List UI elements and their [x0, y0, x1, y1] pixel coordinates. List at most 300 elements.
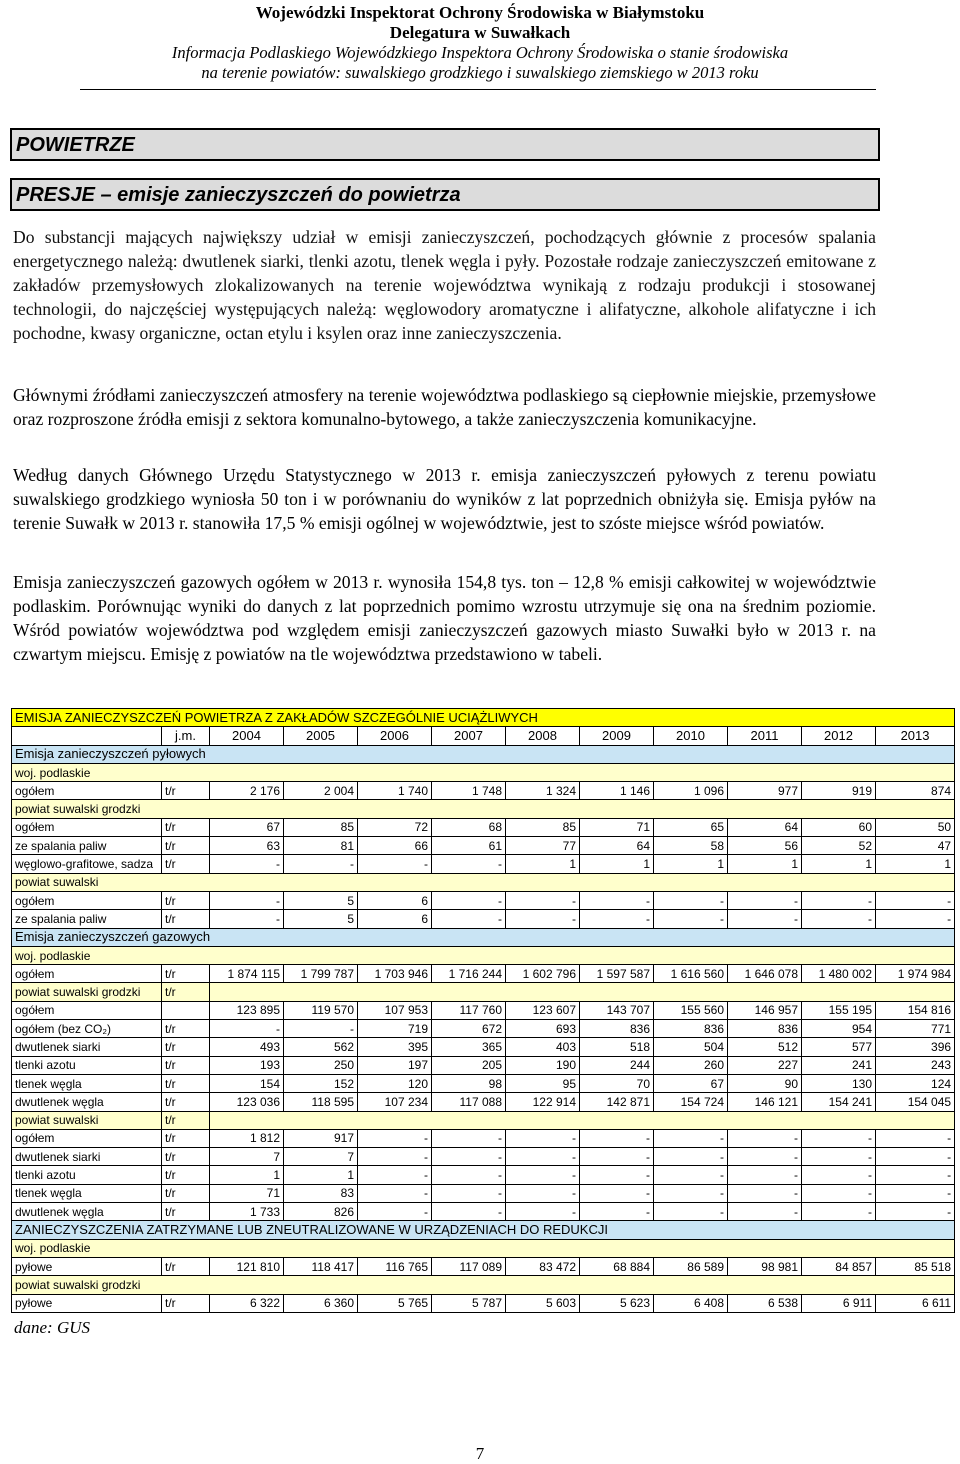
table-cell: 6 [358, 910, 432, 928]
row-label: dwutlenek siarki [12, 1148, 162, 1166]
table-cell: - [506, 1129, 580, 1147]
header-year: 2006 [358, 727, 432, 745]
table-cell: 227 [728, 1056, 802, 1074]
table-cell: 70 [580, 1074, 654, 1092]
header-year: 2007 [432, 727, 506, 745]
table-cell: 244 [580, 1056, 654, 1074]
table-region-row [12, 763, 955, 781]
table-cell: 154 724 [654, 1093, 728, 1111]
table-cell: - [728, 1129, 802, 1147]
row-label: powiat suwalski [12, 873, 955, 891]
table-section-row [12, 928, 955, 946]
table-cell: 1 974 984 [876, 965, 955, 983]
table-cell: - [654, 1166, 728, 1184]
row-label: ogółem [12, 965, 162, 983]
table-cell: 1 703 946 [358, 965, 432, 983]
table-cell: - [876, 910, 955, 928]
header-line-1: Wojewódzki Inspektorat Ochrony Środowiska w Białymstoku [255, 3, 705, 22]
table-cell: 1 799 787 [284, 965, 358, 983]
table-cell: 1 [728, 855, 802, 873]
table-cell: - [210, 910, 284, 928]
row-label: tlenek węgla [12, 1184, 162, 1202]
row-label: ZANIECZYSZCZENIA ZATRZYMANE LUB ZNEUTRALIZOWANE W URZĄDZENIACH DO REDUKCJI [12, 1221, 955, 1239]
table-cell: 95 [506, 1074, 580, 1092]
row-label: dwutlenek węgla [12, 1203, 162, 1221]
table-cell: 61 [432, 837, 506, 855]
table-cell: 1 646 078 [728, 965, 802, 983]
table-cell: 241 [802, 1056, 876, 1074]
row-label: dwutlenek węgla [12, 1093, 162, 1111]
table-cell: 119 570 [284, 1001, 358, 1019]
table-cell: 50 [876, 818, 955, 836]
table-cell: 83 472 [506, 1257, 580, 1275]
table-cell: 67 [654, 1074, 728, 1092]
table-cell: 6 [358, 891, 432, 909]
table-cell: 154 816 [876, 1001, 955, 1019]
row-unit: t/r [162, 782, 210, 800]
table-cell: 5 787 [432, 1294, 506, 1312]
table-cell: 71 [210, 1184, 284, 1202]
table-cell: - [358, 1184, 432, 1202]
table-cell: - [802, 1166, 876, 1184]
table-cell: 6 611 [876, 1294, 955, 1312]
source-note: dane: GUS [14, 1318, 91, 1337]
table-cell: 142 871 [580, 1093, 654, 1111]
table-section-row [12, 745, 955, 763]
header-divider [80, 89, 876, 90]
table-region-row [12, 800, 955, 818]
table-cell: 562 [284, 1038, 358, 1056]
table-row [12, 910, 955, 928]
table-cell: - [802, 910, 876, 928]
table-region-row [12, 946, 955, 964]
row-unit: t/r [162, 1203, 210, 1221]
row-label: dwutlenek siarki [12, 1038, 162, 1056]
row-label: pyłowe [12, 1294, 162, 1312]
table-cell: 6 538 [728, 1294, 802, 1312]
table-cell: - [580, 1129, 654, 1147]
table-cell: 68 [432, 818, 506, 836]
header-year: 2012 [802, 727, 876, 745]
table-cell: 67 [210, 818, 284, 836]
table-cell: 124 [876, 1074, 955, 1092]
table-cell: - [802, 1203, 876, 1221]
table-cell: 155 560 [654, 1001, 728, 1019]
table-row [12, 1294, 955, 1312]
table-cell: 919 [802, 782, 876, 800]
table-cell: 60 [802, 818, 876, 836]
table-cell: - [432, 1203, 506, 1221]
table-cell: 118 417 [284, 1257, 358, 1275]
table-cell: - [432, 891, 506, 909]
table-cell: 86 589 [654, 1257, 728, 1275]
table-cell: 118 595 [284, 1093, 358, 1111]
row-label: tlenki azotu [12, 1056, 162, 1074]
table-cell: 512 [728, 1038, 802, 1056]
page-number: 7 [475, 1444, 485, 1463]
table-cell: 123 607 [506, 1001, 580, 1019]
row-unit: t/r [162, 1038, 210, 1056]
table-row [12, 1038, 955, 1056]
table-region-row [12, 983, 955, 1001]
table-cell: 68 884 [580, 1257, 654, 1275]
row-unit: t/r [162, 1257, 210, 1275]
row-unit: t/r [162, 910, 210, 928]
row-label: woj. podlaskie [12, 763, 955, 781]
header-year: 2008 [506, 727, 580, 745]
table-region-row [12, 1239, 955, 1257]
table-cell: 155 195 [802, 1001, 876, 1019]
table-cell: - [802, 1129, 876, 1147]
table-title-row [12, 709, 955, 727]
table-cell: 64 [728, 818, 802, 836]
table-cell: 65 [654, 818, 728, 836]
table-cell: 6 322 [210, 1294, 284, 1312]
table-cell: 1 733 [210, 1203, 284, 1221]
header-blank [12, 727, 162, 745]
table-cell: 493 [210, 1038, 284, 1056]
row-label: ogółem [12, 1129, 162, 1147]
table-cell: 77 [506, 837, 580, 855]
table-cell: 107 234 [358, 1093, 432, 1111]
table-cell: - [802, 891, 876, 909]
table-cell: - [654, 1203, 728, 1221]
table-cell: - [876, 1148, 955, 1166]
table-cell: - [580, 910, 654, 928]
table-cell: - [876, 891, 955, 909]
table-cell: 190 [506, 1056, 580, 1074]
header-year: 2009 [580, 727, 654, 745]
paragraph-sources: Głównymi źródłami zanieczyszczeń atmosfery na terenie województwa podlaskiego są ciepłownie miejskie, przemysłowe oraz rozproszone źródła emisji z sektora komunalno-bytowego, a także zanieczyszczenia komunikacyjne. [13, 385, 876, 429]
table-cell: - [654, 910, 728, 928]
table-cell: - [358, 1129, 432, 1147]
table-cell: - [284, 855, 358, 873]
table-cell: - [210, 891, 284, 909]
row-label: ogółem [12, 891, 162, 909]
table-cell: 1 [284, 1166, 358, 1184]
table-cell: 874 [876, 782, 955, 800]
table-cell: 66 [358, 837, 432, 855]
table-cell: 836 [580, 1020, 654, 1038]
row-unit: t/r [162, 818, 210, 836]
table-cell: 1 096 [654, 782, 728, 800]
table-cell: 64 [580, 837, 654, 855]
table-row [12, 1257, 955, 1275]
table-cell: 7 [210, 1148, 284, 1166]
table-cell: 63 [210, 837, 284, 855]
table-region-row [12, 1111, 955, 1129]
row-filler [210, 1111, 955, 1129]
table-cell: - [728, 1166, 802, 1184]
row-unit: t/r [162, 1166, 210, 1184]
row-unit: t/r [162, 1294, 210, 1312]
table-cell: - [654, 1184, 728, 1202]
table-cell: 72 [358, 818, 432, 836]
table-cell: 130 [802, 1074, 876, 1092]
table-cell: 84 857 [802, 1257, 876, 1275]
table-row [12, 891, 955, 909]
table-cell: - [506, 1184, 580, 1202]
table-cell: - [654, 1148, 728, 1166]
header-year: 2010 [654, 727, 728, 745]
header-year: 2011 [728, 727, 802, 745]
table-cell: 154 241 [802, 1093, 876, 1111]
row-label: powiat suwalski grodzki [12, 800, 955, 818]
table-cell: - [580, 1203, 654, 1221]
row-unit: t/r [162, 1074, 210, 1092]
table-cell: 1 [580, 855, 654, 873]
table-cell: - [580, 1166, 654, 1184]
table-cell: - [728, 1203, 802, 1221]
row-label: tlenki azotu [12, 1166, 162, 1184]
row-unit: t/r [162, 855, 210, 873]
table-cell: 58 [654, 837, 728, 855]
table-cell: - [358, 1148, 432, 1166]
table-cell: - [432, 1148, 506, 1166]
row-filler [210, 983, 955, 1001]
table-cell: - [580, 891, 654, 909]
table-cell: 1 874 115 [210, 965, 284, 983]
table-row [12, 1129, 955, 1147]
table-row [12, 1184, 955, 1202]
table-cell: - [432, 1129, 506, 1147]
row-label: ze spalania paliw [12, 837, 162, 855]
table-cell: 197 [358, 1056, 432, 1074]
table-cell: 107 953 [358, 1001, 432, 1019]
table-region-row [12, 873, 955, 891]
table-cell: 90 [728, 1074, 802, 1092]
table-title: EMISJA ZANIECZYSZCZEŃ POWIETRZA Z ZAKŁADÓW SZCZEGÓLNIE UCIĄŻLIWYCH [12, 709, 955, 727]
table-cell: 5 603 [506, 1294, 580, 1312]
table-cell: 205 [432, 1056, 506, 1074]
header-year: 2013 [876, 727, 955, 745]
row-unit: t/r [162, 891, 210, 909]
row-label: Emisja zanieczyszczeń pyłowych [12, 745, 955, 763]
table-cell: 98 981 [728, 1257, 802, 1275]
table-cell: - [358, 1203, 432, 1221]
table-cell: - [506, 1203, 580, 1221]
table-cell: 116 765 [358, 1257, 432, 1275]
row-label: Emisja zanieczyszczeń gazowych [12, 928, 955, 946]
table-cell: 117 088 [432, 1093, 506, 1111]
row-unit [162, 1001, 210, 1019]
table-cell: 403 [506, 1038, 580, 1056]
table-cell: 6 408 [654, 1294, 728, 1312]
table-cell: 5 [284, 891, 358, 909]
paragraph-substances: Do substancji mających największy udział w emisji zanieczyszczeń, pochodzących głównie z procesów spalania energetycznego należą: dwutlenek siarki, tlenki azotu, tlenek węgla i pyły. Pozostałe rodzaje zanieczyszczeń emitowane z zakładów przemysłowych zlokalizowanych na terenie województwa wynikają z rodzaju produkcji i stosowanej technologii, do najczęściej występujących należą: węglowodory aromatyczne i alifatyczne, alkohole alifatyczne i ich pochodne, kwasy organiczne, octan etylu i ksylen oraz inne zanieczyszczenia. [13, 227, 876, 343]
row-unit: t/r [162, 1111, 210, 1129]
row-label: ogółem [12, 1001, 162, 1019]
row-unit: t/r [162, 837, 210, 855]
table-cell: 917 [284, 1129, 358, 1147]
row-label: ogółem [12, 818, 162, 836]
table-row [12, 1203, 955, 1221]
table-cell: - [580, 1184, 654, 1202]
table-cell: 154 [210, 1074, 284, 1092]
row-label: woj. podlaskie [12, 946, 955, 964]
table-cell: 836 [728, 1020, 802, 1038]
table-cell: 81 [284, 837, 358, 855]
table-row [12, 1166, 955, 1184]
table-cell: 672 [432, 1020, 506, 1038]
table-cell: - [876, 1184, 955, 1202]
table-row [12, 1074, 955, 1092]
table-cell: 1 480 002 [802, 965, 876, 983]
table-cell: 250 [284, 1056, 358, 1074]
table-cell: - [506, 1166, 580, 1184]
table-cell: - [728, 891, 802, 909]
table-cell: 56 [728, 837, 802, 855]
table-cell: 71 [580, 818, 654, 836]
table-section-row [12, 1221, 955, 1239]
table-cell: - [802, 1148, 876, 1166]
table-cell: - [654, 891, 728, 909]
table-cell: - [876, 1129, 955, 1147]
row-label: powiat suwalski grodzki [12, 983, 162, 1001]
table-cell: - [506, 1148, 580, 1166]
table-cell: 1 [876, 855, 955, 873]
table-cell: 154 045 [876, 1093, 955, 1111]
table-cell: 1 [210, 1166, 284, 1184]
paragraph-dust-emission: Według danych Głównego Urzędu Statystycznego w 2013 r. emisja zanieczyszczeń pyłowych z terenu powiatu suwalskiego grodzkiego wyniosła 50 ton i w porównaniu do wyników z lat poprzednich obniżyła się. Emisja pyłów na terenie Suwałk w 2013 r. stanowiła 17,5 % emisji ogólnej w województwie, jest to szóste miejsce wśród powiatów. [13, 465, 876, 533]
table-cell: 85 [506, 818, 580, 836]
table-cell: 1 740 [358, 782, 432, 800]
header-year: 2005 [284, 727, 358, 745]
emission-table [11, 708, 955, 1313]
row-unit: t/r [162, 1184, 210, 1202]
table-cell: - [876, 1166, 955, 1184]
row-label: pyłowe [12, 1257, 162, 1275]
table-cell: - [876, 1203, 955, 1221]
table-cell: 83 [284, 1184, 358, 1202]
table-row [12, 1148, 955, 1166]
table-cell: 365 [432, 1038, 506, 1056]
table-row [12, 1020, 955, 1038]
table-row [12, 1056, 955, 1074]
row-label: węglowo-grafitowe, sadza [12, 855, 162, 873]
table-cell: 577 [802, 1038, 876, 1056]
table-cell: 193 [210, 1056, 284, 1074]
table-cell: - [506, 910, 580, 928]
row-unit: t/r [162, 1129, 210, 1147]
row-unit: t/r [162, 1056, 210, 1074]
table-cell: - [432, 855, 506, 873]
table-cell: 1 597 587 [580, 965, 654, 983]
table-cell: - [358, 855, 432, 873]
table-header-row [12, 727, 955, 745]
table-cell: 1 [802, 855, 876, 873]
table-cell: 977 [728, 782, 802, 800]
row-label: powiat suwalski [12, 1111, 162, 1129]
table-cell: 122 914 [506, 1093, 580, 1111]
table-cell: 260 [654, 1056, 728, 1074]
row-label: ogółem (bez CO₂) [12, 1020, 162, 1038]
table-cell: 152 [284, 1074, 358, 1092]
row-unit: t/r [162, 983, 210, 1001]
table-cell: 146 121 [728, 1093, 802, 1111]
table-cell: - [654, 1129, 728, 1147]
table-cell: 47 [876, 837, 955, 855]
table-row [12, 818, 955, 836]
table-row [12, 837, 955, 855]
table-cell: 826 [284, 1203, 358, 1221]
header-line-2: Delegatura w Suwałkach [389, 23, 571, 42]
header-year: 2004 [210, 727, 284, 745]
table-cell: - [728, 1148, 802, 1166]
table-cell: - [210, 1020, 284, 1038]
table-cell: 2 176 [210, 782, 284, 800]
table-cell: 693 [506, 1020, 580, 1038]
table-cell: 6 911 [802, 1294, 876, 1312]
table-cell: 518 [580, 1038, 654, 1056]
table-cell: 6 360 [284, 1294, 358, 1312]
table-cell: 1 716 244 [432, 965, 506, 983]
table-cell: 771 [876, 1020, 955, 1038]
table-cell: - [432, 1166, 506, 1184]
table-row [12, 1001, 955, 1019]
row-unit: t/r [162, 1148, 210, 1166]
table-row [12, 782, 955, 800]
table-cell: 85 518 [876, 1257, 955, 1275]
table-cell: - [580, 1148, 654, 1166]
table-cell: 85 [284, 818, 358, 836]
table-cell: 1 324 [506, 782, 580, 800]
table-cell: 5 623 [580, 1294, 654, 1312]
table-cell: 1 748 [432, 782, 506, 800]
header-line-4: na terenie powiatów: suwalskiego grodzkiego i suwalskiego ziemskiego w 2013 roku [201, 63, 759, 82]
table-cell: 504 [654, 1038, 728, 1056]
table-row [12, 1093, 955, 1111]
table-row [12, 965, 955, 983]
header-line-3: Informacja Podlaskiego Wojewódzkiego Inspektora Ochrony Środowiska o stanie środowiska [171, 43, 789, 62]
row-label: powiat suwalski grodzki [12, 1276, 955, 1294]
section-title-presje: PRESJE – emisje zanieczyszczeń do powietrza [10, 178, 880, 211]
row-label: tlenek węgla [12, 1074, 162, 1092]
row-unit: t/r [162, 965, 210, 983]
row-label: ogółem [12, 782, 162, 800]
table-cell: - [506, 891, 580, 909]
table-cell: 143 707 [580, 1001, 654, 1019]
table-row [12, 855, 955, 873]
table-cell: - [358, 1166, 432, 1184]
table-cell: 954 [802, 1020, 876, 1038]
table-cell: 52 [802, 837, 876, 855]
table-cell: 1 616 560 [654, 965, 728, 983]
table-cell: - [802, 1184, 876, 1202]
row-label: woj. podlaskie [12, 1239, 955, 1257]
table-cell: 396 [876, 1038, 955, 1056]
table-cell: 1 146 [580, 782, 654, 800]
page-header [0, 3, 960, 83]
table-cell: - [210, 855, 284, 873]
table-cell: - [284, 1020, 358, 1038]
table-cell: 2 004 [284, 782, 358, 800]
paragraph-gas-emission: Emisja zanieczyszczeń gazowych ogółem w 2013 r. wynosiła 154,8 tys. ton – 12,8 % emisji całkowitej w województwie podlaskim. Porównując wyniki do danych z lat poprzednich pomimo wzrostu utrzymuje się ona na średnim poziomie. Wśród powiatów województwa pod względem emisji zanieczyszczeń gazowych miasto Suwałki było w 2013 r. na czwartym miejscu. Emisję z powiatów na tle województwa przedstawiono w tabeli. [13, 572, 876, 664]
table-cell: 5 765 [358, 1294, 432, 1312]
table-cell: 836 [654, 1020, 728, 1038]
table-cell: 117 089 [432, 1257, 506, 1275]
table-cell: 1 602 796 [506, 965, 580, 983]
table-cell: 123 036 [210, 1093, 284, 1111]
table-cell: - [728, 910, 802, 928]
header-unit: j.m. [162, 727, 210, 745]
table-cell: 243 [876, 1056, 955, 1074]
table-cell: - [728, 1184, 802, 1202]
table-cell: 1 812 [210, 1129, 284, 1147]
table-cell: - [432, 1184, 506, 1202]
row-unit: t/r [162, 1093, 210, 1111]
table-cell: 1 [654, 855, 728, 873]
